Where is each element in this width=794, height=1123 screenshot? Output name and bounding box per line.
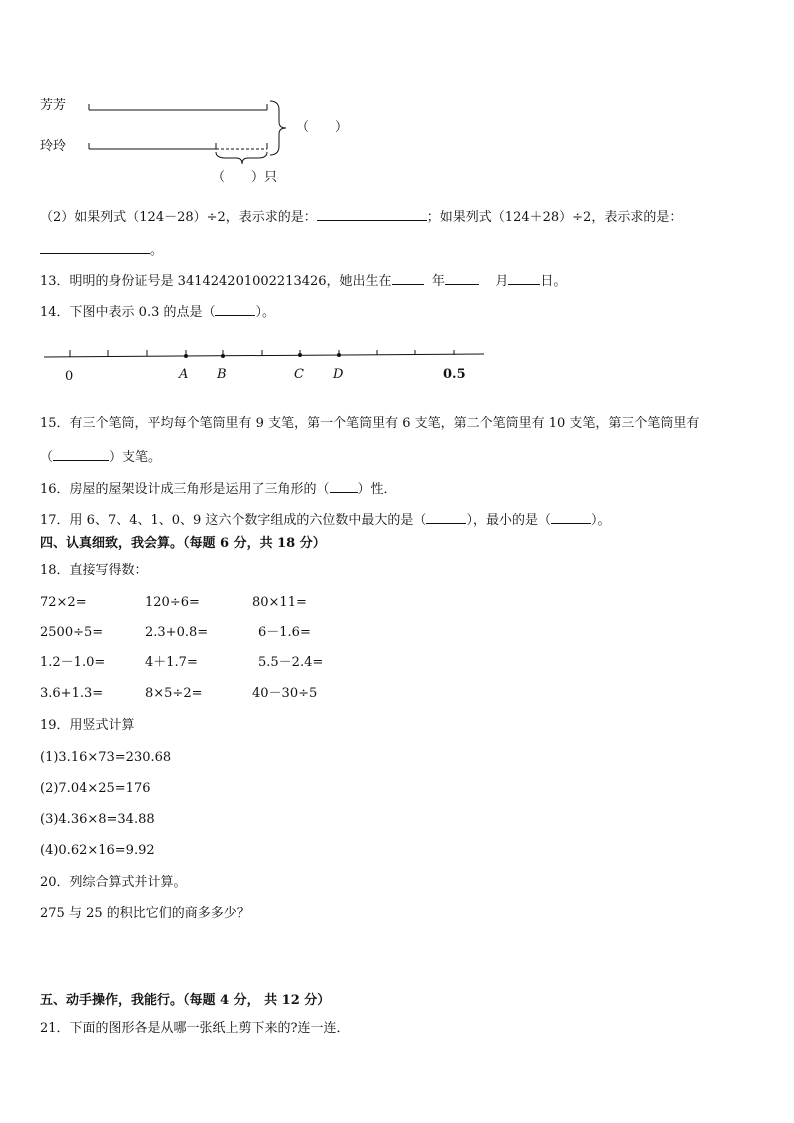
q18-title: 18．直接写得数： xyxy=(40,563,148,578)
right-brace xyxy=(270,101,286,155)
q13-month-blank[interactable] xyxy=(445,272,479,285)
q18-row-4-col-2: 8×5÷2= xyxy=(145,686,203,701)
q17-max-blank[interactable] xyxy=(426,511,466,524)
q20-question: 275 与 25 的积比它们的商多多少？ xyxy=(40,906,250,921)
q18-row-3-col-2: 4＋1.7= xyxy=(145,655,198,670)
q20-title: 20．列综合算式并计算。 xyxy=(40,875,187,890)
number-line-label-a: A xyxy=(179,367,189,382)
q18-row-1-col-3: 80×11= xyxy=(252,595,307,610)
q12-part2-line2: 。 xyxy=(40,241,163,259)
q18-row-1-col-1: 72×2= xyxy=(40,595,87,610)
q18-row-1-col-2: 120÷6= xyxy=(145,595,200,610)
comparison-bar-diagram xyxy=(0,0,794,200)
number-line-label-0: 0 xyxy=(65,369,74,384)
q17-text: 17．用 6、7、4、1、0、9 这六个数字组成的六位数中最大的是（ xyxy=(40,513,427,528)
point-d xyxy=(337,353,341,357)
q14-text: 14．下图中表示 0.3 的点是（ xyxy=(40,305,216,320)
q12-part2-text-a: （2）如果列式（124－28）÷2，表示求的是： xyxy=(40,210,317,225)
q12-answer-blank-1[interactable] xyxy=(317,208,427,221)
q13 xyxy=(40,272,566,290)
q13-text: 13．明明的身份证号是 341424201002213426，她出生在 xyxy=(40,274,392,289)
point-b xyxy=(221,354,225,358)
brace-answer-blank: （ ） xyxy=(296,120,349,135)
point-a xyxy=(184,354,188,358)
number-line-label-b: B xyxy=(217,367,227,382)
label-fangfang: 芳芳 xyxy=(40,98,67,113)
q19-item-4: (4)0.62×16=9.92 xyxy=(40,843,155,858)
q19-title: 19．用竖式计算 xyxy=(40,718,135,733)
difference-answer-blank: （ ）只 xyxy=(212,170,278,185)
number-line-label-end: 0.5 xyxy=(443,367,466,382)
q13-day-label: 日。 xyxy=(540,274,567,289)
q12-part2 xyxy=(40,208,682,226)
q15-answer-blank[interactable] xyxy=(53,448,109,461)
number-line-label-d: D xyxy=(333,367,344,382)
section5-heading: 五、动手操作，我能行。（每题 4 分， 共 12 分） xyxy=(40,993,331,1008)
q18-row-2-col-2: 2.3+0.8= xyxy=(145,625,209,640)
q17-min-blank[interactable] xyxy=(551,511,591,524)
section4-heading: 四、认真细致，我会算。（每题 6 分，共 18 分） xyxy=(40,536,326,551)
q19-item-3: (3)4.36×8=34.88 xyxy=(40,812,155,827)
number-line-axis xyxy=(44,354,484,357)
q16-text: 16．房屋的屋架设计成三角形是运用了三角形的（ xyxy=(40,482,330,497)
q21-text: 21．下面的图形各是从哪一张纸上剪下来的?连一连． xyxy=(40,1021,350,1036)
number-line-label-c: C xyxy=(294,367,304,382)
q16-answer-blank[interactable] xyxy=(330,480,358,493)
q17: 17．用 6、7、4、1、0、9 这六个数字组成的六位数中最大的是（ ），最小的是（ ）。 xyxy=(40,513,611,528)
number-line xyxy=(0,340,794,390)
q14-answer-blank[interactable] xyxy=(215,303,255,316)
label-lingling: 玲玲 xyxy=(40,139,67,154)
q18-row-2-col-3: 6－1.6= xyxy=(258,625,311,640)
q18-row-2-col-1: 2500÷5= xyxy=(40,625,104,640)
q14: 14．下图中表示 0.3 的点是（ ）。 xyxy=(40,305,275,320)
q18-row-4-col-3: 40－30÷5 xyxy=(252,686,318,701)
q13-day-blank[interactable] xyxy=(508,272,540,285)
q16: 16．房屋的屋架设计成三角形是运用了三角形的（ ）性． xyxy=(40,482,397,497)
q18-row-3-col-1: 1.2－1.0= xyxy=(40,655,106,670)
q12-part2-text-b: ；如果列式（124＋28）÷2，表示求的是： xyxy=(426,210,683,225)
q13-month-label: 月 xyxy=(495,274,509,289)
q13-year-label: 年 xyxy=(431,274,445,289)
q18-row-3-col-3: 5.5－2.4= xyxy=(258,655,324,670)
q19-item-2: (2)7.04×25=176 xyxy=(40,781,151,796)
point-c xyxy=(298,353,302,357)
q15-line2: （ ）支笔。 xyxy=(40,450,162,465)
q19-item-1: (1)3.16×73=230.68 xyxy=(40,750,172,765)
q15-line1: 15．有三个笔筒，平均每个笔筒里有 9 支笔，第一个笔筒里有 6 支笔，第二个笔筒里有 10 支笔，第三个笔筒里有 xyxy=(40,416,700,431)
q18-row-4-col-1: 3.6+1.3= xyxy=(40,686,104,701)
q13-year-blank[interactable] xyxy=(392,272,424,285)
q12-answer-blank-2[interactable] xyxy=(40,241,150,254)
bottom-brace xyxy=(216,152,267,164)
